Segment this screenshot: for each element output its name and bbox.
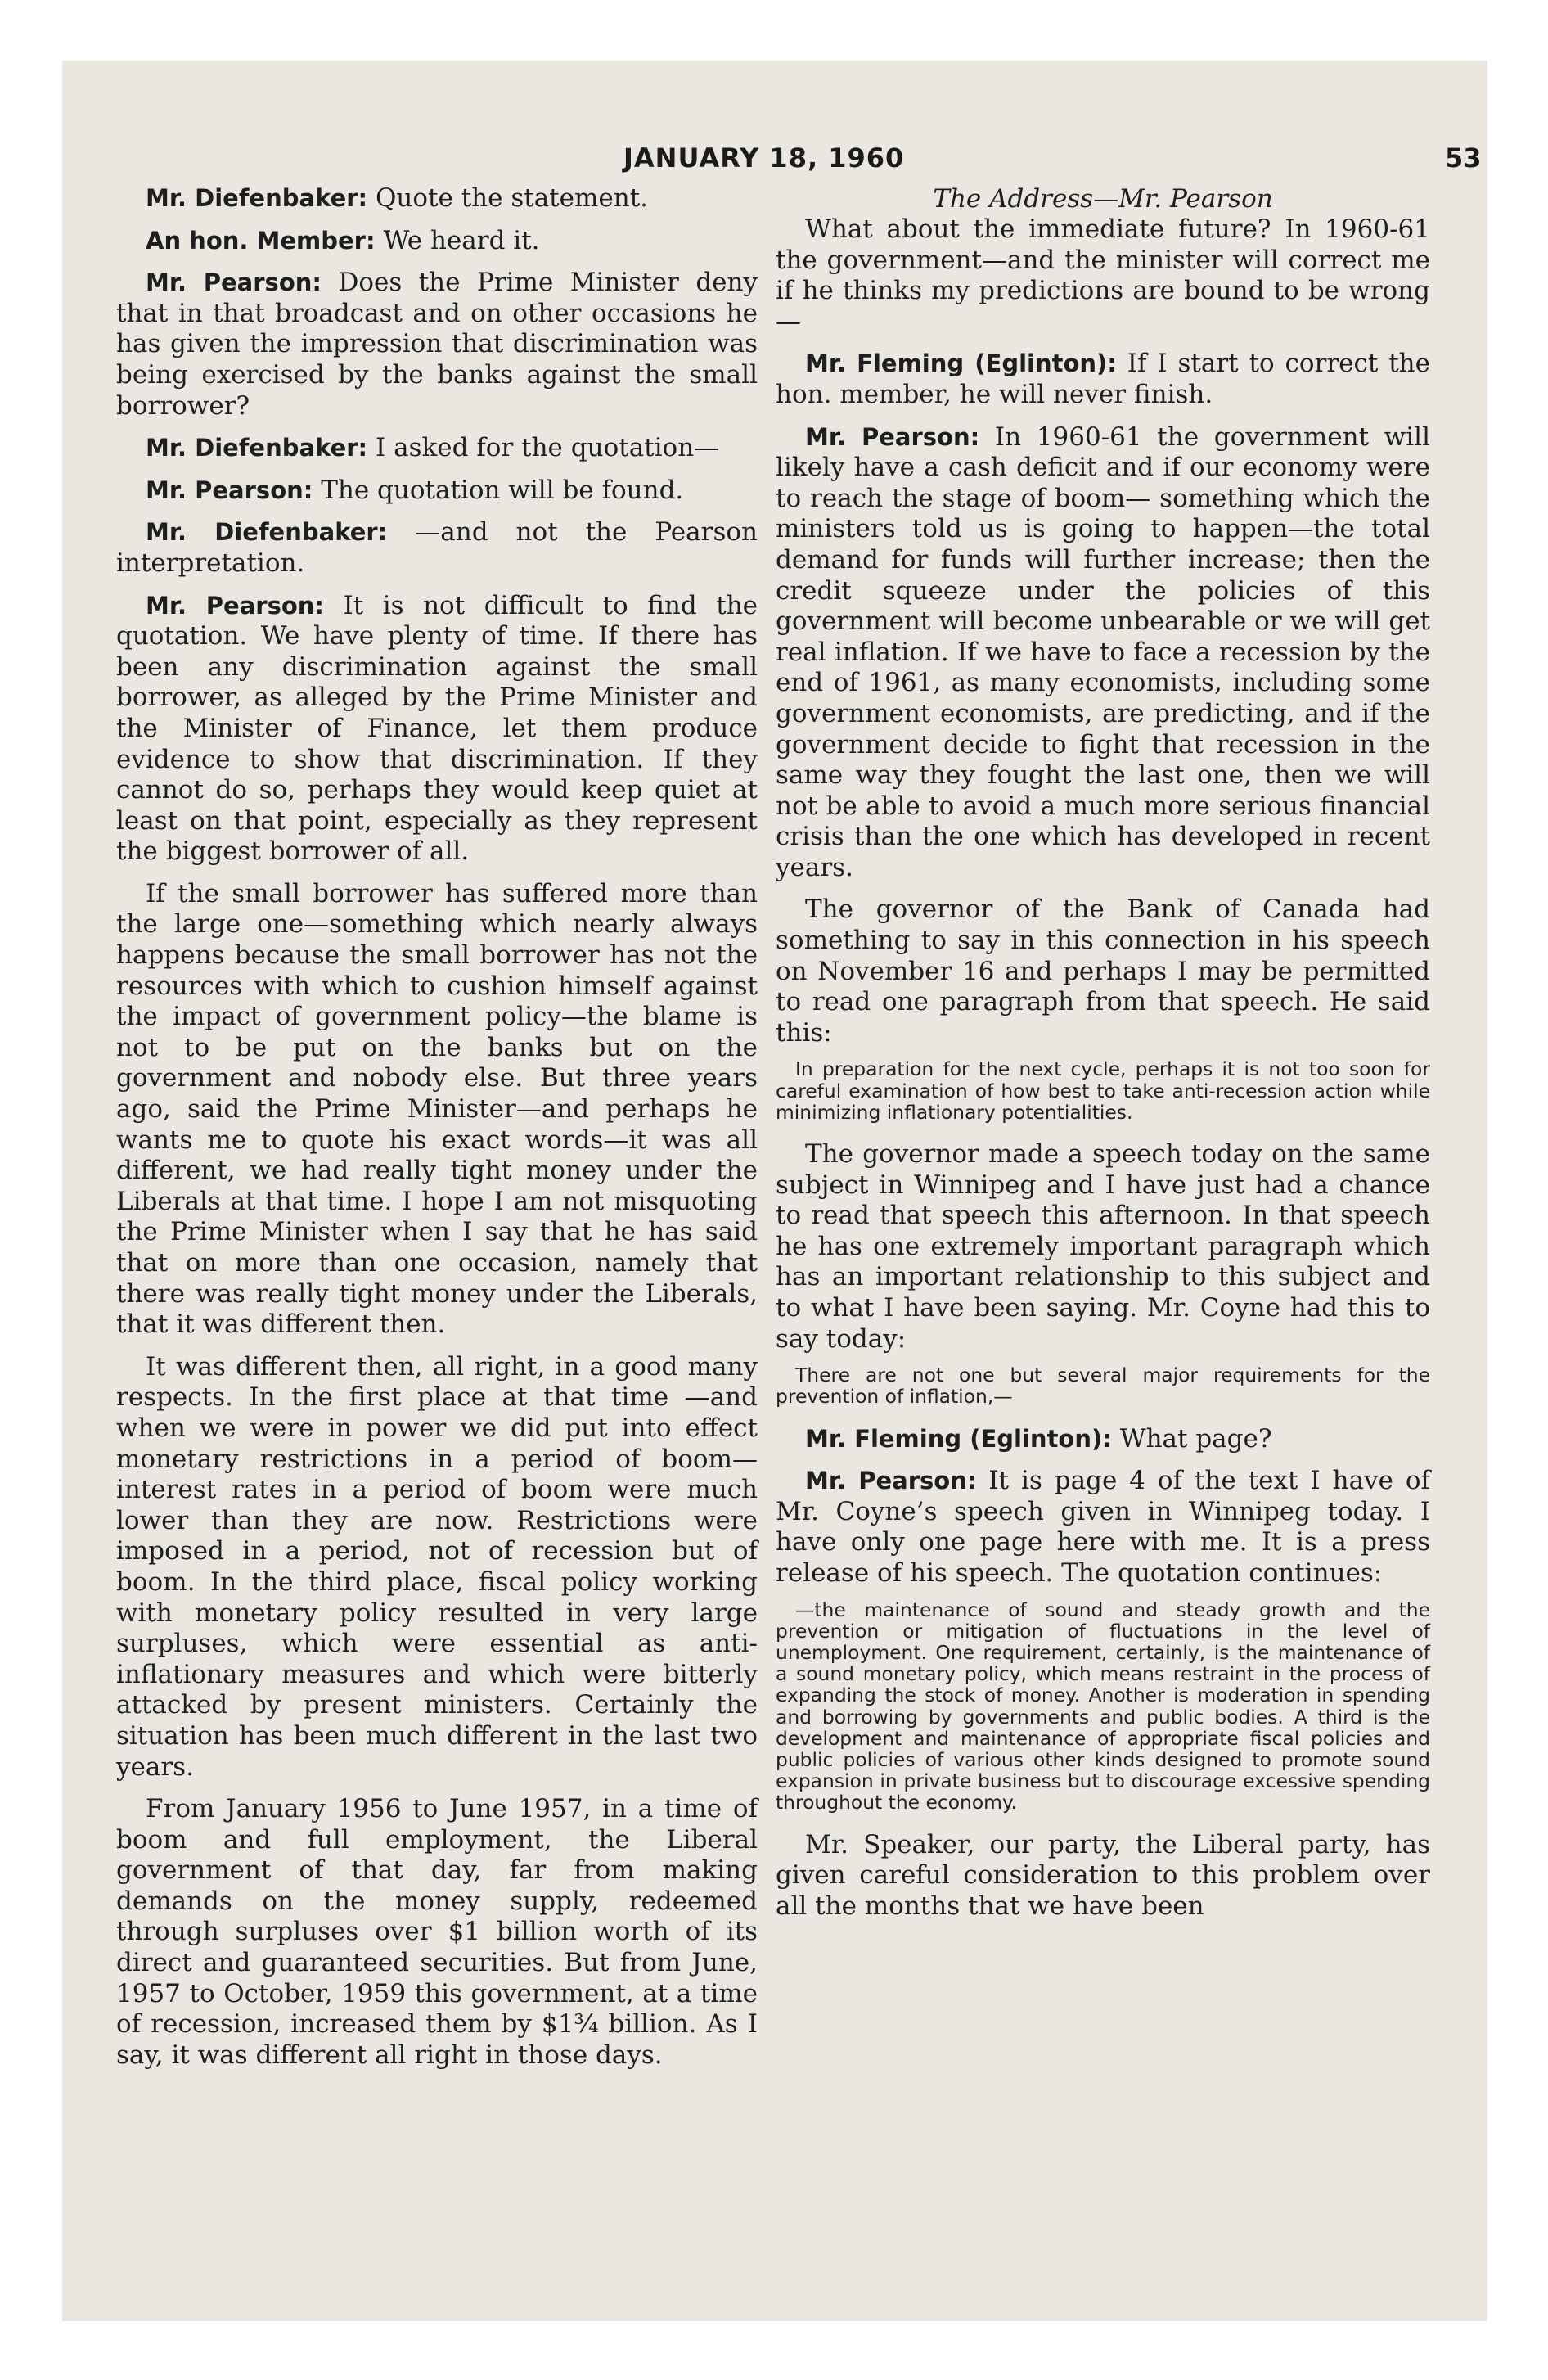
speaker-name: An hon. Member:: [146, 226, 376, 255]
block-quote: In preparation for the next cycle, perhaps it is not too soon for careful examination of how best to take anti-recession action while minimizing inflationary potentialities.: [776, 1057, 1430, 1124]
paragraph-text: What page?: [1111, 1423, 1272, 1454]
paragraph: [776, 422, 1430, 884]
paragraph: [776, 1424, 1430, 1455]
paragraph-text: —and not the Pearson interpretation.: [116, 517, 758, 578]
paragraph: [776, 1139, 1430, 1355]
speaker-name: Mr. Diefenbaker:: [146, 434, 368, 462]
speaker-name: Mr. Diefenbaker:: [146, 518, 388, 547]
paragraph-text: Quote the statement.: [367, 183, 649, 213]
paragraph: [116, 476, 758, 507]
section-heading: The Address—Mr. Pearson: [933, 184, 1273, 214]
hansard-page: [62, 61, 1487, 2321]
speaker-name: Mr. Fleming (Eglinton):: [805, 349, 1117, 378]
paragraph-text: The quotation will be found.: [313, 475, 684, 505]
paragraph-text: I asked for the quotation—: [367, 433, 720, 463]
paragraph: [116, 591, 758, 868]
paragraph-text: The governor of the Bank of Canada had something to say in this connection in his speech on November 16 and perhaps I may be permitted to read one paragraph from that speech. He said this:: [776, 895, 1430, 1048]
paragraph: [116, 1794, 758, 2071]
paragraph: [116, 268, 758, 421]
page-number: 53: [1445, 142, 1482, 174]
paragraph: [776, 1830, 1430, 1922]
paragraph: [116, 183, 758, 214]
paragraph: [776, 214, 1430, 337]
paragraph-text: We heard it.: [375, 225, 540, 255]
paragraph-text: If I start to correct the hon. member, he will never finish.: [776, 349, 1430, 409]
paragraph: [116, 1352, 758, 1783]
paragraph: [776, 895, 1430, 1048]
paragraph: [116, 879, 758, 1341]
paragraph: [116, 433, 758, 464]
paragraph-text: Mr. Speaker, our party, the Liberal party, has given careful consideration to this problem over all the months that we have been: [776, 1829, 1430, 1921]
paragraph: [116, 226, 758, 257]
right-column: [776, 183, 1430, 1933]
left-column: [116, 183, 758, 2082]
paragraph: [116, 517, 758, 579]
paragraph-text: The governor made a speech today on the same subject in Winnipeg and I have just had a chance to read that speech this afternoon. In that speech he has one extremely important paragraph which has an important relationship to this subject and to what I have been saying. Mr. Coyne had this to say today:: [776, 1139, 1430, 1354]
paragraph-text: Does the Prime Minister deny that in that broadcast and on other occasions he has given the impression that discrimination was being exercised by the banks against the small borrower?: [116, 268, 758, 421]
page-date: JANUARY 18, 1960: [623, 142, 905, 174]
block-quote: There are not one but several major requirements for the prevention of inflation,—: [776, 1364, 1430, 1409]
paragraph-text: From January 1956 to June 1957, in a time of boom and full employment, the Liberal government of that day, far from making demands on the money supply, redeemed through surpluses over $1 billion worth of its direct and guaranteed securities. But from June, 1957 to October, 1959 this government, at a time of recession, increased them by $1¾ billion. As I say, it was different all right in those days.: [116, 1794, 758, 2070]
speaker-name: Mr. Pearson:: [146, 591, 325, 620]
speaker-name: Mr. Pearson:: [805, 1467, 977, 1495]
block-quote: —the maintenance of sound and steady growth and the prevention or mitigation of fluctuations in the level of unemployment. One requirement, certainly, is the maintenance of a sound monetary policy, which means restraint in the process of expanding the stock of money. Another is moderation in spending and borrowing by governments and public bodies. A third is the development and maintenance of appropriate fiscal policies and public policies of various other kinds designed to promote sound expansion in private business but to discourage excessive spending throughout the economy.: [776, 1598, 1430, 1814]
speaker-name: Mr. Pearson:: [146, 268, 322, 297]
speaker-name: Mr. Diefenbaker:: [146, 184, 368, 212]
paragraph-text: In 1960-61 the government will likely have a cash deficit and if our economy were to reach the stage of boom— something which the ministers told us is going to happen—the total demand for funds will further increase; then the credit squeeze under the policies of this government will become unbearable or we will get real inflation. If we have to face a recession by the end of 1961, as many economists, including some government economists, are predicting, and if the government decide to fight that recession in the same way they fought the last one, then we will not be able to avoid a much more serious financial crisis than the one which has developed in recent years.: [776, 421, 1431, 882]
speaker-name: Mr. Fleming (Eglinton):: [805, 1424, 1112, 1453]
paragraph-text: It is not difficult to find the quotation. We have plenty of time. If there has been any discrimination against the small borrower, as alleged by the Prime Minister and the Minister of Finance, let them produce evidence to show that discrimination. If they cannot do so, perhaps they would keep quiet at least on that point, especially as they represent the biggest borrower of all.: [116, 590, 758, 867]
paragraph: [776, 349, 1430, 410]
paragraph: [776, 1466, 1430, 1589]
paragraph-text: What about the immediate future? In 1960-61 the government—and the minister will correct me if he thinks my predictions are bound to be wrong—: [776, 214, 1430, 336]
speaker-name: Mr. Pearson:: [805, 422, 980, 451]
speaker-name: Mr. Pearson:: [146, 476, 313, 504]
paragraph-text: If the small borrower has suffered more than the large one—something which nearly always happens because the small borrower has not the resources with which to cushion himself against the impact of government policy—the blame is not to be put on the banks but on the government and nobody else. But three years ago, said the Prime Minister—and perhaps he wants me to quote his exact words—it was all different, we had really tight money under the Liberals at that time. I hope I am not misquoting the Prime Minister when I say that he has said that on more than one occasion, namely that there was really tight money under the Liberals, that it was different then.: [116, 878, 758, 1340]
paragraph-text: It is page 4 of the text I have of Mr. Coyne’s speech given in Winnipeg today. I have only one page here with me. It is a press release of his speech. The quotation continues:: [776, 1466, 1430, 1588]
paragraph-text: It was different then, all right, in a good many respects. In the first place at that time —and when we were in power we did put into effect monetary restrictions in a period of boom—interest rates in a period of boom were much lower than they are now. Restrictions were imposed in a period, not of recession but of boom. In the third place, fiscal policy working with monetary policy resulted in very large surpluses, which were essential as anti-inflationary measures and which were bitterly attacked by present ministers. Certainly the situation has been much different in the last two years.: [116, 1351, 758, 1782]
